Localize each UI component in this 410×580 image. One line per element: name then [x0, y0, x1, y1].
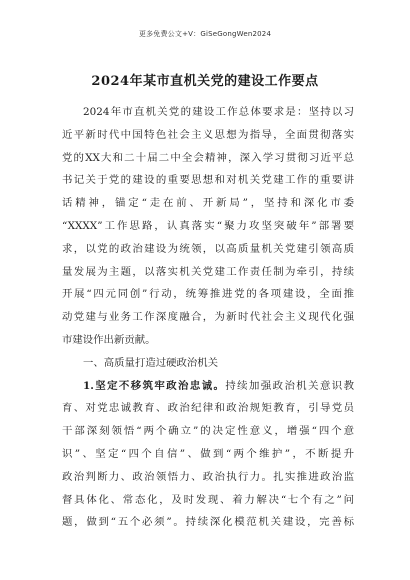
paragraph-line: “XXXX”工作思路，认真落实“聚力攻坚突破年”部署要	[62, 219, 354, 232]
point-1-paragraph	[62, 375, 354, 535]
paragraph-line: 政治判断力、政治领悟力、政治执行力。扎实推进政治监	[62, 470, 354, 483]
paragraph-line: 2024年市直机关党的建设工作总体要求是：坚持以习	[83, 106, 354, 118]
header-watermark: 更多免费公文+V：GiSeGongWen2024	[138, 30, 272, 38]
section-heading: 一、高质量打造过硬政治机关	[83, 356, 219, 369]
paragraph-line: 量发展为主题，以落实机关党建工作责任制为牵引，持续	[62, 265, 354, 278]
paragraph-line: 近平新时代中国特色社会主义思想为指导，全面贯彻落实	[62, 128, 354, 141]
paragraph-line: 党的XX大和二十届二中全会精神，深入学习贯彻习近平总	[62, 151, 354, 164]
paragraph-line: 市建设作出新贡献。	[62, 333, 156, 346]
paragraph-line: 开展“四元同创”行动，统筹推进党的各项建设，全面推	[62, 288, 354, 301]
document-title: 2024年某市直机关党的建设工作要点	[91, 74, 319, 89]
paragraph-line: 话精神，锚定“走在前、开新局”，坚持和深化市委	[62, 197, 354, 210]
paragraph-line: 育、对党忠诚教育、政治纪律和政治规矩教育，引导党员	[62, 402, 354, 415]
paragraph-line: 题，做到“五个必须”。持续深化模范机关建设，完善标	[62, 516, 354, 529]
point-1-heading: 1.坚定不移筑牢政治忠诚。	[83, 379, 226, 392]
document-body	[62, 101, 354, 534]
paragraph-line: 识”、坚定“四个自信”、做到“两个维护”，不断提升	[62, 447, 354, 460]
point-1-first-line-text: 持续加强政治机关意识教	[225, 379, 354, 392]
paragraph-line: 干部深刻领悟“两个确立”的决定性意义，增强“四个意	[62, 425, 354, 438]
paragraph-line	[62, 375, 354, 398]
paragraph-line: 求，以党的政治建设为统领，以高质量机关党建引领高质	[62, 242, 354, 255]
paragraph-line: 书记关于党的建设的重要思想和对机关党建工作的重要讲	[62, 174, 354, 187]
paragraph-line: 督具体化、常态化，及时发现、着力解决“七个有之”问	[62, 493, 354, 506]
paragraph-overall-requirements	[62, 101, 354, 352]
paragraph-line: 动党建与业务工作深度融合，为新时代社会主义现代化强	[62, 311, 354, 324]
